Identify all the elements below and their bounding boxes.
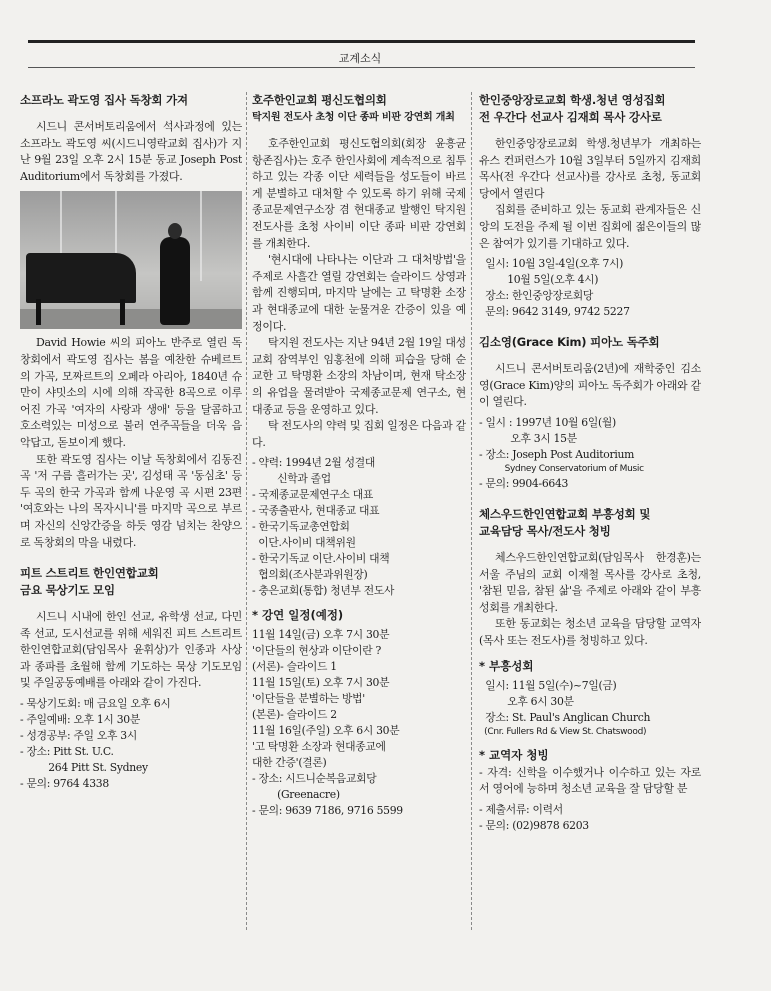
info-list [20, 696, 242, 792]
article-title: 김소영(Grace Kim) 피아노 독주회 [479, 335, 660, 350]
info-list [479, 415, 701, 492]
info-item: 10월 5일(오후 4시) [479, 273, 599, 287]
info-item: 오후 3시 15분 [479, 431, 577, 445]
info-item: 일시: 10월 3일-4일(오후 7시) [479, 257, 624, 271]
schedule-item: 대한 간증'(결론) [252, 756, 327, 770]
profile-list [252, 455, 466, 599]
schedule-item: (Greenacre) [252, 788, 340, 802]
info-item: 오후 6시 30분 [479, 694, 574, 708]
info-item: - 성경공부: 주일 오후 3시 [20, 729, 137, 743]
title-line: 교육담당 목사/전도사 청빙 [479, 523, 611, 538]
column-3 [479, 92, 701, 834]
info-item: - 문의: (02)9878 6203 [479, 818, 589, 832]
article-paragraph: 체스우드한인연합교회(담임목사 한경훈)는 서울 주님의 교회 이재철 목사를 강사로 초청, '참된 믿음, 참된 삶'을 주제로 아래와 같이 부흥성회를 개최한다. [479, 550, 701, 614]
column-2 [252, 92, 466, 819]
schedule-item: '이단들을 분별하는 방법' [252, 692, 365, 706]
schedule-item: (서론)- 슬라이드 1 [252, 660, 337, 674]
schedule-item: '고 탁명환 소장과 현대종교에 [252, 740, 386, 754]
revival-list [479, 678, 701, 739]
title-subline: 탁지원 전도사 초청 이단 종파 비판 강연회 개최 [252, 112, 455, 123]
schedule-item: 11월 14일(금) 오후 7시 30분 [252, 628, 390, 642]
article-title [252, 92, 466, 126]
info-item: - 묵상기도회: 매 금요일 오후 6시 [20, 697, 171, 711]
info-item: - 장소: Joseph Post Auditorium [479, 447, 635, 461]
recruit-title: * 교역자 청빙 [479, 747, 549, 762]
article-paragraph: 시드니 콘서버토리움(2년)에 재학중인 김소영(Grace Kim)양의 피아노 독주회가 아래와 같이 열린다. [479, 362, 701, 409]
singer-figure [160, 237, 190, 325]
schedule-item: 11월 15일(토) 오후 7시 30분 [252, 676, 390, 690]
header-rule [28, 67, 695, 68]
profile-item: 신학과 졸업 [252, 472, 331, 486]
profile-item: - 약력: 1994년 2월 성결대 [252, 456, 375, 470]
info-item: 장소: 한인중앙장로회당 [479, 289, 594, 303]
article-paragraph: 호주한인교회 평신도협의회(회장 윤흥균 항존집사)는 호주 한인사회에 계속적으로 침투하고 있는 각종 이단 세력들을 성도들이 바르게 분별하고 대처할 수 있도록 하기 위해 국제종교문제연구소장 겸 현대종교 발행인 탁지원 전도사를 초청 사이비 이단 종파 비판 강연회를 개최한다. [252, 137, 466, 250]
column-divider-1 [246, 92, 247, 930]
article-paragraph: David Howie 씨의 피아노 반주로 열린 독창회에서 곽도영 집사는 봄을 예찬한 슈베르트의 가곡, 모짜르트의 오페라 아리아, 1840년 슈만이 샤밋소의 시에 의해 작곡한 8곡으로 이루어진 가곡 '여자의 사랑과 생애' 등을 달콤하고 호소력있는 미성으로 불러 연주곡들을 더욱 음악답고, 돋보이게 했다. [20, 336, 242, 449]
article-paragraph: 시드니 시내에 한인 선교, 유학생 선교, 다민족 선교, 도시선교를 위해 세워진 피트 스트리트 한인연합교회(담임목사 윤휘상)가 인종과 사상과 종파를 초월해 함께 기도하는 묵상 기도모임 및 주일공동예배를 아래와 같이 가진다. [20, 610, 242, 690]
profile-item: - 한국기독교 이단.사이비 대책 [252, 552, 390, 566]
article-paragraph: 시드니 콘서버토리움에서 석사과정에 있는 소프라노 곽도영 씨(시드니영락교회 집사)가 지난 9월 23일 오후 2시 15분 동교 Joseph Post Auditorium에서 독창회를 가졌다. [20, 120, 242, 183]
article-paragraph: 탁지원 전도사는 지난 94년 2월 19일 대성교회 잠역부인 임홍천에 의해 피습을 당해 순교한 고 탁명환 소장의 차남이며, 현재 탁소장의 유업을 물려받아 국제종교문제 연구소, 현대종교 등을 운영하고 있다. [252, 336, 466, 416]
schedule-title: * 강연 일정(예정) [252, 608, 344, 623]
schedule-item: (본론)- 슬라이드 2 [252, 708, 337, 722]
title-line: 한인중앙장로교회 학생.청년 영성집회 [479, 93, 666, 107]
profile-item: 협의회(조사분과위원장) [252, 568, 368, 582]
title-line: 호주한인교회 평신도협의회 [252, 93, 387, 107]
title-line: 금요 묵상기도 모임 [20, 583, 115, 598]
title-line: 체스우드한인연합교회 부흥성회 및 [479, 506, 651, 521]
article-title [479, 92, 701, 126]
profile-item: 이단.사이비 대책위원 [252, 536, 356, 550]
column-divider-2 [471, 92, 472, 930]
article-title: 소프라노 곽도영 집사 독창회 가져 [20, 93, 188, 107]
schedule-item: - 문의: 9639 7186, 9716 5599 [252, 804, 403, 818]
info-item: (Cnr. Fullers Rd & View St. Chatswood) [479, 726, 647, 737]
info-item: 문의: 9642 3149, 9742 5227 [479, 305, 630, 319]
recruit-list [479, 802, 701, 834]
title-line: 전 우간다 선교사 김재희 목사 강사로 [479, 110, 662, 124]
profile-item: - 국제종교문제연구소 대표 [252, 488, 374, 502]
info-list [479, 256, 701, 320]
concert-photo [20, 191, 242, 329]
schedule-item: 11월 16일(주일) 오후 6시 30분 [252, 724, 400, 738]
info-item: - 주일예배: 오후 1시 30분 [20, 713, 140, 727]
schedule-item: - 장소: 시드니순복음교회당 [252, 772, 377, 786]
schedule-item: '이단들의 현상과 이단이란 ? [252, 644, 381, 658]
title-line: 피트 스트리트 한인연합교회 [20, 566, 159, 581]
info-item: Sydney Conservatorium of Music [479, 463, 644, 474]
article-paragraph: '현시대에 나타나는 이단과 그 대처방법'을 주제로 사흘간 열릴 강연회는 슬라이드 상영과 함께 진행되며, 마지막 날에는 고 탁명환 소장과 현대종교에 대한 눈물겨운 간증이 있을 예정이다. [252, 253, 466, 333]
revival-title: * 부흥성회 [479, 658, 534, 673]
profile-item: - 국종출판사, 현대종교 대표 [252, 504, 380, 518]
info-item: - 장소: Pitt St. U.C. [20, 745, 114, 759]
article-paragraph: 한인중앙장로교회 학생.청년부가 개최하는 유스 컨퍼런스가 10월 3일부터 5일까지 김재희 목사(전 우간다 선교사)를 강사로 초청, 동교회당에서 열린다 [479, 137, 701, 200]
info-item: - 문의: 9764 4338 [20, 777, 109, 791]
info-item: - 문의: 9904-6643 [479, 476, 569, 490]
article-title [479, 506, 701, 540]
top-rule [28, 40, 695, 43]
piano-shape [26, 253, 136, 303]
article-paragraph: 탁 전도사의 약력 및 집회 일정은 다음과 같다. [252, 419, 466, 449]
column-1 [20, 92, 242, 792]
info-item: 일시: 11월 5일(수)~7일(금) [479, 678, 617, 692]
section-title: 교계소식 [338, 52, 382, 65]
article-paragraph: - 자격: 신학을 이수했거나 이수하고 있는 자로서 영어에 능하며 청소년 교육을 잘 담당할 분 [479, 765, 701, 796]
article-paragraph: 또한 곽도영 집사는 이날 독창회에서 김동진 곡 '저 구름 흘러가는 곳', 김성태 곡 '동심초' 등 두 곡의 한국 가곡과 함께 나운영 곡 시편 23편 '여호와는 나의 목자시니'를 마지막 곡으로 부르며 자신의 신앙간증을 하듯 영감 넘치는 찬양으로 독창회의 막을 내렸다. [20, 452, 242, 549]
info-item: 장소: St. Paul's Anglican Church [479, 710, 651, 724]
info-item: 264 Pitt St. Sydney [20, 761, 148, 775]
profile-item: - 한국기독교총연합회 [252, 520, 350, 534]
article-paragraph: 집회를 준비하고 있는 동교회 관계자들은 신앙의 도전을 주제 될 이번 집회에 젊은이들의 많은 참여가 있기를 기대하고 있다. [479, 203, 701, 250]
article-title [20, 565, 242, 599]
info-item: - 제출서류: 이력서 [479, 802, 563, 816]
profile-item: - 충은교회(통합) 청년부 전도사 [252, 584, 395, 598]
info-item: - 일시 : 1997년 10월 6일(월) [479, 415, 616, 429]
article-paragraph: 또한 동교회는 청소년 교육을 담당할 교역자(목사 또는 전도사)를 청빙하고 있다. [479, 617, 701, 647]
schedule-list [252, 627, 466, 819]
